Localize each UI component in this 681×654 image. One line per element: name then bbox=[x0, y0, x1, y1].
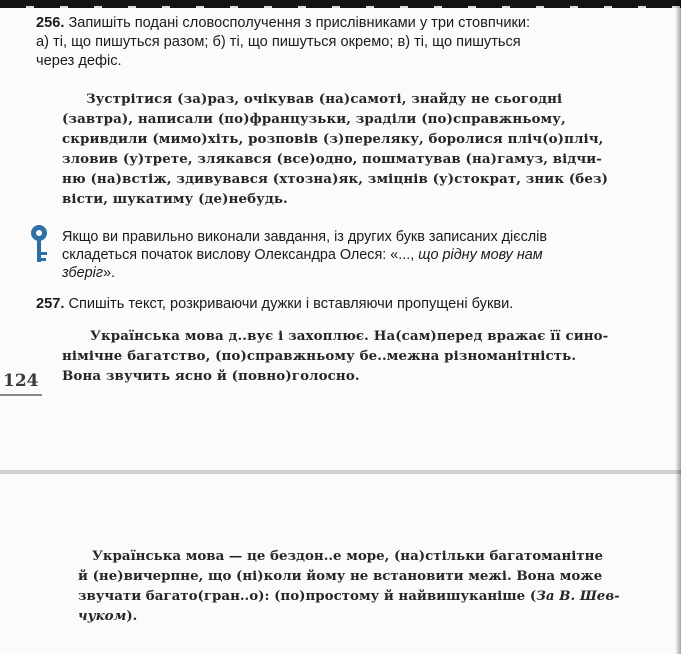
right-edge-shadow bbox=[675, 0, 681, 654]
textbook-page-lower bbox=[0, 488, 681, 654]
task-256-line-3: через дефіс. bbox=[36, 53, 122, 69]
exercise-256-line-5: ню (на)встіж, здивувався (хтозна)як, зміцнів (у)стократ, зник (без) bbox=[62, 171, 609, 187]
exercise-256-line-6: вісти, шукатиму (де)небудь. bbox=[62, 191, 288, 207]
note-line-2: складеться початок вислову Олександра Олеся: «..., що рідну мову нам bbox=[62, 247, 543, 263]
lower-line-4: чуком). bbox=[78, 608, 138, 624]
author-attribution: За В. Шев- bbox=[536, 588, 620, 604]
exercise-257-line-2: німічне багатство, (по)справжньому бе..межна різноманітність. bbox=[62, 348, 577, 364]
page-divider bbox=[0, 470, 681, 474]
exercise-256-line-3: скривдили (мимо)хіть, розповів (з)переляку, боролися пліч(о)пліч, bbox=[62, 131, 604, 147]
exercise-257-line-3: Вона звучить ясно й (повно)голосно. bbox=[62, 368, 360, 384]
page-number-rule bbox=[0, 394, 42, 396]
note-line-1: Якщо ви правильно виконали завдання, із других букв записаних дієслів bbox=[62, 229, 548, 245]
textbook-page-upper bbox=[0, 8, 681, 456]
exercise-256-line-4: зловив (у)трете, злякався (все)одно, пошматував (на)гамуз, відчи- bbox=[62, 151, 602, 167]
exercise-256-line-2: (завтра), написали (по)французьки, зраділи (по)справжньому, bbox=[62, 111, 566, 127]
lower-line-1: Українська мова — це бездон..е море, (на)стільки багатоманітне bbox=[92, 548, 603, 564]
lower-line-2: й (не)вичерпне, що (ні)коли йому не встановити межі. Вона може bbox=[78, 568, 603, 584]
exercise-256-line-1: Зустрітися (за)раз, очікував (на)самоті, знайду не сьогодні bbox=[86, 91, 563, 107]
page-number: 124 bbox=[3, 371, 39, 391]
task-256-line-2: а) ті, що пишуться разом; б) ті, що пишуться окремо; в) ті, що пишуться bbox=[36, 34, 521, 50]
lower-line-3: звучати багато(гран..о): (по)простому й найвишуканіше (За В. Шев- bbox=[78, 588, 620, 604]
key-icon bbox=[28, 224, 50, 266]
task-257-line: 257. Спишіть текст, розкриваючи дужки і вставляючи пропущені букви. bbox=[36, 296, 514, 312]
note-line-3: зберіг». bbox=[62, 265, 115, 281]
task-256-number: 256. bbox=[36, 15, 65, 31]
top-edge-strip bbox=[0, 0, 681, 8]
task-256-line-1: 256. Запишіть подані словосполучення з прислівниками у три стовпчики: bbox=[36, 15, 531, 31]
exercise-257-line-1: Українська мова д..вує і захоплює. На(сам)перед вражає її сино- bbox=[90, 328, 609, 344]
task-257-number: 257. bbox=[36, 296, 65, 312]
